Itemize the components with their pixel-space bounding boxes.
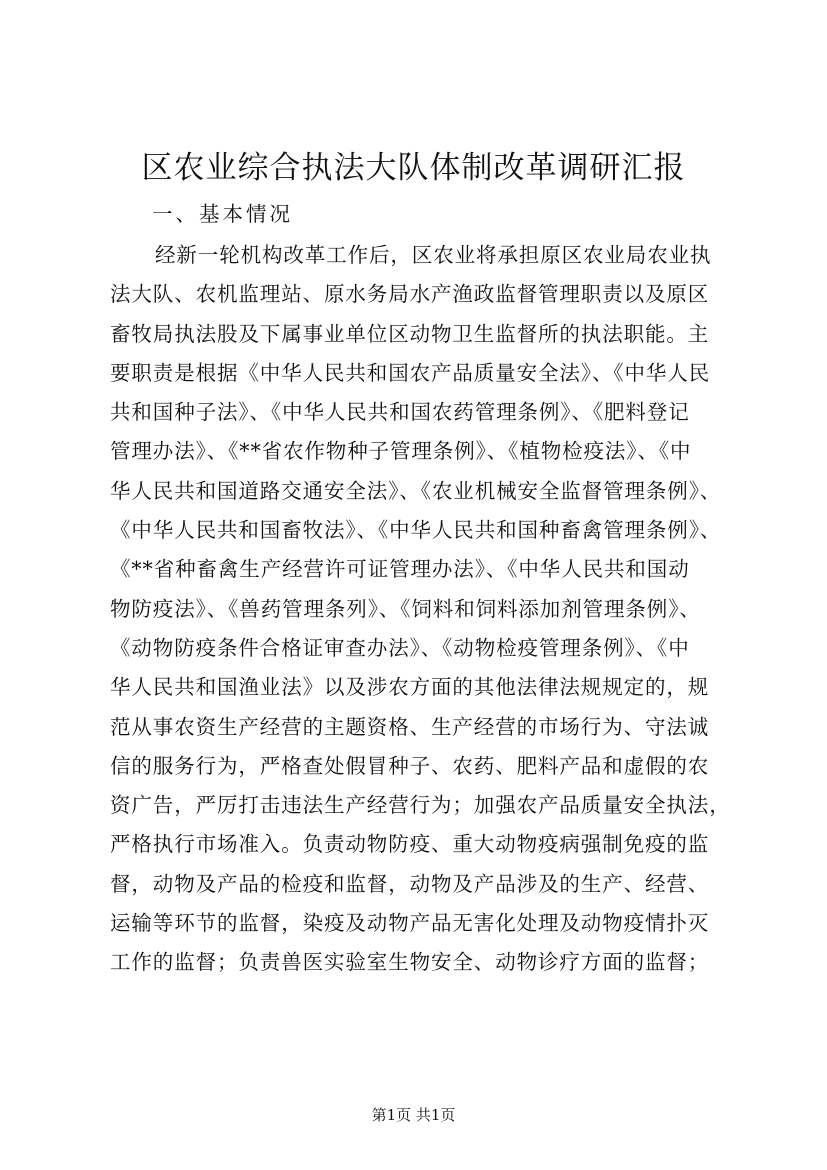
paragraph-line: 管理办法》、《**省农作物种子管理条例》、《植物检疫法》、《中 [110, 439, 692, 464]
paragraph-line: 工作的监督；负责兽医实验室生物安全、动物诊疗方面的监督； [110, 950, 710, 975]
paragraph-line: 共和国种子法》、《中华人民共和国农药管理条例》、《肥料登记 [110, 400, 690, 425]
paragraph-line: 督，动物及产品的检疫和监督，动物及产品涉及的生产、经营、 [110, 871, 710, 896]
paragraph-line: 《**省种畜禽生产经营许可证管理办法》、《中华人民共和国动 [110, 557, 690, 582]
paragraph-line: 《动物防疫条件合格证审查办法》、《动物检疫管理条例》、《中 [110, 635, 690, 660]
paragraph-line: 资广告，严厉打击违法生产经营行为；加强农产品质量安全执法， [110, 793, 731, 818]
paragraph-line: 经新一轮机构改革工作后，区农业将承担原区农业局农业执 [155, 243, 712, 267]
paragraph-line: 畜牧局执法股及下属事业单位区动物卫生监督所的执法职能。主 [110, 321, 710, 346]
page-number-footer: 第1页 共1页 [371, 1106, 456, 1124]
paragraph-line: 信的服务行为，严格查处假冒种子、农药、肥料产品和虚假的农 [110, 753, 710, 778]
section-heading: 一、基本情况 [152, 202, 293, 226]
paragraph-line: 运输等环节的监督，染疫及动物产品无害化处理及动物疫情扑灭 [110, 911, 710, 936]
paragraph-line: 范从事农资生产经营的主题资格、生产经营的市场行为、守法诚 [110, 714, 710, 739]
paragraph-line: 严格执行市场准入。负责动物防疫、重大动物疫病强制免疫的监 [110, 832, 710, 857]
paragraph-line: 华人民共和国道路交通安全法》、《农业机械安全监督管理条例》、 [110, 478, 722, 503]
paragraph-line: 物防疫法》、《兽药管理条列》、《饲料和饲料添加剂管理条例》、 [110, 596, 701, 621]
paragraph-line: 法大队、农机监理站、原水务局水产渔政监督管理职责以及原区 [110, 282, 710, 307]
paragraph-line: 华人民共和国渔业法》以及涉农方面的其他法律法规规定的，规 [110, 675, 710, 700]
paragraph-line: 要职责是根据《中华人民共和国农产品质量安全法》、《中华人民 [110, 360, 711, 385]
paragraph-line: 《中华人民共和国畜牧法》、《中华人民共和国种畜禽管理条例》、 [110, 518, 722, 543]
document-title: 区农业综合执法大队体制改革调研汇报 [141, 150, 686, 186]
body-paragraph [110, 236, 750, 983]
